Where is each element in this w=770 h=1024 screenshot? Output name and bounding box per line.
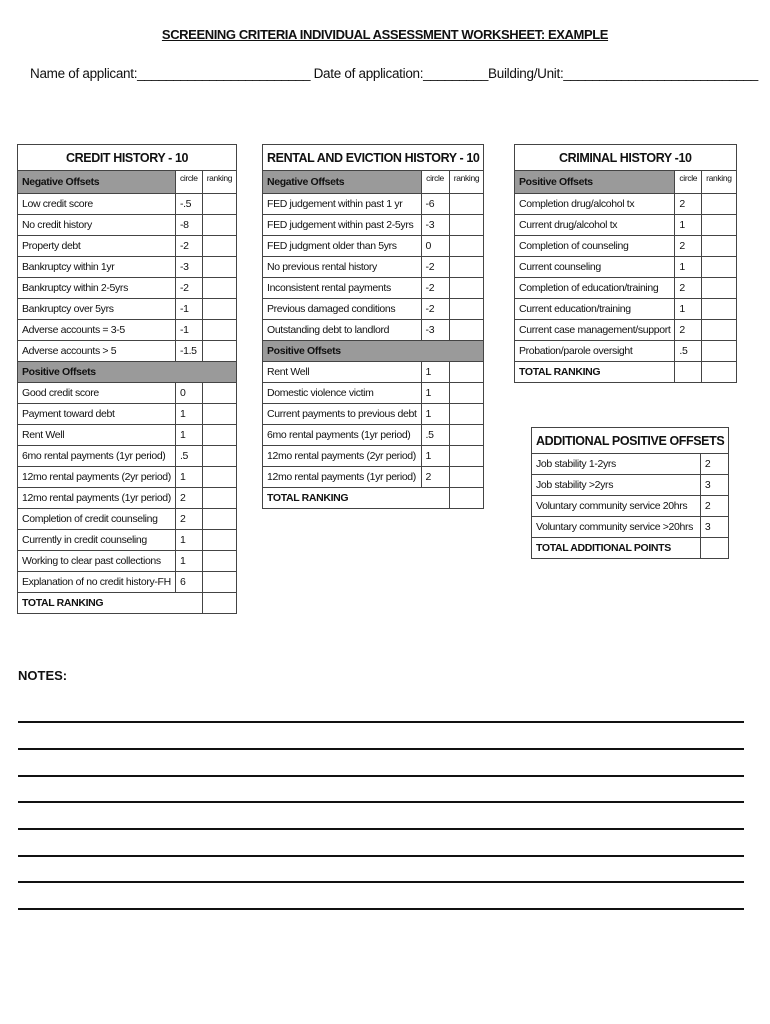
notes-label: NOTES: <box>18 668 68 683</box>
row-label: FED judgement within past 1 yr <box>263 194 422 215</box>
row-label: Current payments to previous debt <box>263 404 422 425</box>
table-row <box>263 194 484 215</box>
circle-value[interactable]: 1 <box>175 425 202 446</box>
table-row <box>18 383 237 404</box>
circle-value[interactable]: 2 <box>675 278 702 299</box>
row-label: Currently in credit counseling <box>18 530 176 551</box>
notes-line[interactable] <box>18 748 744 750</box>
row-label: Completion drug/alcohol tx <box>515 194 675 215</box>
notes-line[interactable] <box>18 908 744 910</box>
rental-history-table <box>262 144 484 509</box>
row-label: 12mo rental payments (1yr period) <box>263 467 422 488</box>
circle-value[interactable]: 1 <box>675 257 702 278</box>
table-row <box>263 257 484 278</box>
ranking-field[interactable] <box>202 320 236 341</box>
ranking-field[interactable] <box>202 194 236 215</box>
circle-value[interactable]: 1 <box>675 299 702 320</box>
circle-value[interactable]: 3 <box>700 475 728 496</box>
table-row <box>263 278 484 299</box>
criminal-history-table <box>514 144 737 383</box>
ranking-field[interactable] <box>702 215 736 236</box>
row-label: Good credit score <box>18 383 176 404</box>
table-row <box>18 446 237 467</box>
circle-header: circle <box>675 171 702 194</box>
circle-value[interactable]: 1 <box>175 551 202 572</box>
ranking-field[interactable] <box>202 530 236 551</box>
circle-value[interactable]: 1 <box>175 530 202 551</box>
ranking-field[interactable] <box>449 320 484 341</box>
circle-value[interactable]: 1 <box>421 383 449 404</box>
table-row <box>263 236 484 257</box>
row-label: Probation/parole oversight <box>515 341 675 362</box>
row-label: Voluntary community service 20hrs <box>532 496 701 517</box>
ranking-field[interactable] <box>449 236 484 257</box>
row-label: Job stability >2yrs <box>532 475 701 496</box>
ranking-field[interactable] <box>449 404 484 425</box>
table-row <box>18 278 237 299</box>
circle-value[interactable]: -2 <box>175 278 202 299</box>
circle-header: circle <box>175 171 202 194</box>
row-label: Current drug/alcohol tx <box>515 215 675 236</box>
ranking-field[interactable] <box>202 404 236 425</box>
circle-value[interactable]: 1 <box>175 467 202 488</box>
table-row <box>515 278 737 299</box>
additional-total-label: TOTAL ADDITIONAL POINTS <box>532 538 701 559</box>
table-row <box>18 194 237 215</box>
table-row <box>18 467 237 488</box>
circle-value[interactable]: -2 <box>421 299 449 320</box>
table-row <box>18 257 237 278</box>
table-row <box>263 404 484 425</box>
row-label: Current case management/support <box>515 320 675 341</box>
circle-value[interactable]: 2 <box>675 320 702 341</box>
row-label: Job stability 1-2yrs <box>532 454 701 475</box>
circle-value[interactable]: 2 <box>675 236 702 257</box>
ranking-field[interactable] <box>702 320 736 341</box>
table-row <box>263 467 484 488</box>
circle-value[interactable]: -1.5 <box>175 341 202 362</box>
table-row <box>532 475 729 496</box>
table-row <box>515 341 737 362</box>
ranking-field[interactable] <box>202 236 236 257</box>
row-label: Voluntary community service >20hrs <box>532 517 701 538</box>
row-label: Current education/training <box>515 299 675 320</box>
table-row <box>515 320 737 341</box>
circle-value[interactable]: -2 <box>421 278 449 299</box>
ranking-field[interactable] <box>202 551 236 572</box>
row-label: Explanation of no credit history-FH <box>18 572 176 593</box>
circle-value[interactable]: 1 <box>421 362 449 383</box>
credit-history-table <box>17 144 237 614</box>
additional-offsets-table <box>531 427 729 559</box>
circle-value[interactable]: 2 <box>175 509 202 530</box>
ranking-field[interactable] <box>449 299 484 320</box>
ranking-field[interactable] <box>702 236 736 257</box>
table-row <box>18 215 237 236</box>
rental-positive-offsets-label: Positive Offsets <box>263 341 484 362</box>
notes-line[interactable] <box>18 775 744 777</box>
table-row <box>263 446 484 467</box>
ranking-field[interactable] <box>202 509 236 530</box>
row-label: Bankruptcy within 2-5yrs <box>18 278 176 299</box>
circle-value[interactable]: .5 <box>421 425 449 446</box>
circle-value[interactable]: 0 <box>421 236 449 257</box>
criminal-positive-offsets-label: Positive Offsets <box>515 171 675 194</box>
rental-history-title: RENTAL AND EVICTION HISTORY - 10 <box>263 145 484 171</box>
table-row <box>18 425 237 446</box>
ranking-field[interactable] <box>449 467 484 488</box>
notes-line[interactable] <box>18 828 744 830</box>
row-label: Working to clear past collections <box>18 551 176 572</box>
applicant-info-line[interactable]: Name of applicant:________________________ Date of application:_________Building/Unit:___________________________ <box>30 66 759 81</box>
table-row <box>263 320 484 341</box>
additional-total-field[interactable] <box>700 538 728 559</box>
ranking-field[interactable] <box>202 383 236 404</box>
table-row <box>515 257 737 278</box>
ranking-field[interactable] <box>202 299 236 320</box>
ranking-field[interactable] <box>449 446 484 467</box>
ranking-field[interactable] <box>202 341 236 362</box>
circle-value[interactable]: -6 <box>421 194 449 215</box>
row-label: FED judgment older than 5yrs <box>263 236 422 257</box>
row-label: FED judgement within past 2-5yrs <box>263 215 422 236</box>
row-label: Low credit score <box>18 194 176 215</box>
credit-total-label: TOTAL RANKING <box>18 593 203 614</box>
notes-line[interactable] <box>18 855 744 857</box>
circle-value[interactable]: -1 <box>175 299 202 320</box>
row-label: Bankruptcy within 1yr <box>18 257 176 278</box>
table-row <box>18 530 237 551</box>
rental-total-field[interactable] <box>449 488 484 509</box>
credit-positive-offsets-label: Positive Offsets <box>18 362 237 383</box>
table-row <box>18 404 237 425</box>
ranking-field[interactable] <box>202 215 236 236</box>
ranking-field[interactable] <box>202 572 236 593</box>
page-title: SCREENING CRITERIA INDIVIDUAL ASSESSMENT WORKSHEET: EXAMPLE <box>161 27 609 42</box>
table-row <box>18 572 237 593</box>
row-label: Rent Well <box>263 362 422 383</box>
row-label: 12mo rental payments (2yr period) <box>18 467 176 488</box>
row-label: Inconsistent rental payments <box>263 278 422 299</box>
table-row <box>263 215 484 236</box>
circle-value[interactable]: 2 <box>700 496 728 517</box>
notes-line[interactable] <box>18 801 744 803</box>
table-row <box>18 551 237 572</box>
ranking-field[interactable] <box>449 257 484 278</box>
row-label: Property debt <box>18 236 176 257</box>
notes-line[interactable] <box>18 721 744 723</box>
ranking-field[interactable] <box>702 278 736 299</box>
row-label: Completion of credit counseling <box>18 509 176 530</box>
ranking-field[interactable] <box>202 467 236 488</box>
row-label: Payment toward debt <box>18 404 176 425</box>
table-row <box>263 383 484 404</box>
circle-value[interactable]: 2 <box>421 467 449 488</box>
table-row <box>532 496 729 517</box>
ranking-field[interactable] <box>449 362 484 383</box>
ranking-header: ranking <box>702 171 736 194</box>
circle-value[interactable]: 1 <box>421 404 449 425</box>
ranking-header: ranking <box>449 171 484 194</box>
ranking-field[interactable] <box>449 215 484 236</box>
row-label: Completion of counseling <box>515 236 675 257</box>
circle-value[interactable]: 1 <box>421 446 449 467</box>
ranking-header: ranking <box>202 171 236 194</box>
row-label: 6mo rental payments (1yr period) <box>18 446 176 467</box>
ranking-field[interactable] <box>202 257 236 278</box>
table-row <box>515 215 737 236</box>
circle-value[interactable]: 2 <box>675 194 702 215</box>
table-row <box>532 517 729 538</box>
ranking-field[interactable] <box>202 446 236 467</box>
ranking-field[interactable] <box>702 341 736 362</box>
table-row <box>515 236 737 257</box>
notes-line[interactable] <box>18 881 744 883</box>
row-label: Adverse accounts = 3-5 <box>18 320 176 341</box>
row-label: No credit history <box>18 215 176 236</box>
circle-value[interactable]: -8 <box>175 215 202 236</box>
circle-value[interactable]: -1 <box>175 320 202 341</box>
row-label: Completion of education/training <box>515 278 675 299</box>
additional-offsets-title: ADDITIONAL POSITIVE OFFSETS <box>532 428 729 454</box>
table-row <box>18 236 237 257</box>
ranking-field[interactable] <box>202 488 236 509</box>
row-label: 6mo rental payments (1yr period) <box>263 425 422 446</box>
criminal-history-title: CRIMINAL HISTORY -10 <box>515 145 737 171</box>
circle-value[interactable]: -2 <box>175 236 202 257</box>
row-label: Previous damaged conditions <box>263 299 422 320</box>
rental-total-label: TOTAL RANKING <box>263 488 450 509</box>
row-label: Current counseling <box>515 257 675 278</box>
circle-value[interactable]: 3 <box>700 517 728 538</box>
row-label: 12mo rental payments (1yr period) <box>18 488 176 509</box>
ranking-field[interactable] <box>702 299 736 320</box>
row-label: 12mo rental payments (2yr period) <box>263 446 422 467</box>
ranking-field[interactable] <box>702 257 736 278</box>
circle-header: circle <box>421 171 449 194</box>
ranking-field[interactable] <box>202 278 236 299</box>
circle-value[interactable]: 2 <box>175 488 202 509</box>
circle-value[interactable]: -2 <box>421 257 449 278</box>
criminal-total-field[interactable] <box>702 362 736 383</box>
credit-history-title: CREDIT HISTORY - 10 <box>18 145 237 171</box>
circle-value[interactable]: .5 <box>675 341 702 362</box>
ranking-field[interactable] <box>449 278 484 299</box>
table-row <box>263 362 484 383</box>
circle-value[interactable]: 2 <box>700 454 728 475</box>
credit-negative-offsets-label: Negative Offsets <box>18 171 176 194</box>
table-row <box>18 320 237 341</box>
row-label: Bankruptcy over 5yrs <box>18 299 176 320</box>
circle-value[interactable]: .5 <box>175 446 202 467</box>
circle-value[interactable]: -3 <box>175 257 202 278</box>
circle-value[interactable]: 1 <box>675 215 702 236</box>
table-row <box>263 425 484 446</box>
row-label: Outstanding debt to landlord <box>263 320 422 341</box>
ranking-field[interactable] <box>449 194 484 215</box>
table-row <box>532 454 729 475</box>
row-label: Rent Well <box>18 425 176 446</box>
circle-value[interactable]: -3 <box>421 215 449 236</box>
circle-value[interactable]: -.5 <box>175 194 202 215</box>
ranking-field[interactable] <box>449 425 484 446</box>
criminal-total-circle <box>675 362 702 383</box>
circle-value[interactable]: 0 <box>175 383 202 404</box>
table-row <box>18 509 237 530</box>
table-row <box>18 488 237 509</box>
ranking-field[interactable] <box>702 194 736 215</box>
circle-value[interactable]: 1 <box>175 404 202 425</box>
credit-total-field[interactable] <box>202 593 236 614</box>
table-row <box>263 299 484 320</box>
circle-value[interactable]: 6 <box>175 572 202 593</box>
ranking-field[interactable] <box>449 383 484 404</box>
row-label: Adverse accounts > 5 <box>18 341 176 362</box>
row-label: Domestic violence victim <box>263 383 422 404</box>
circle-value[interactable]: -3 <box>421 320 449 341</box>
table-row <box>515 299 737 320</box>
table-row <box>18 341 237 362</box>
table-row <box>18 299 237 320</box>
row-label: No previous rental history <box>263 257 422 278</box>
table-row <box>515 194 737 215</box>
ranking-field[interactable] <box>202 425 236 446</box>
rental-negative-offsets-label: Negative Offsets <box>263 171 422 194</box>
criminal-total-label: TOTAL RANKING <box>515 362 675 383</box>
